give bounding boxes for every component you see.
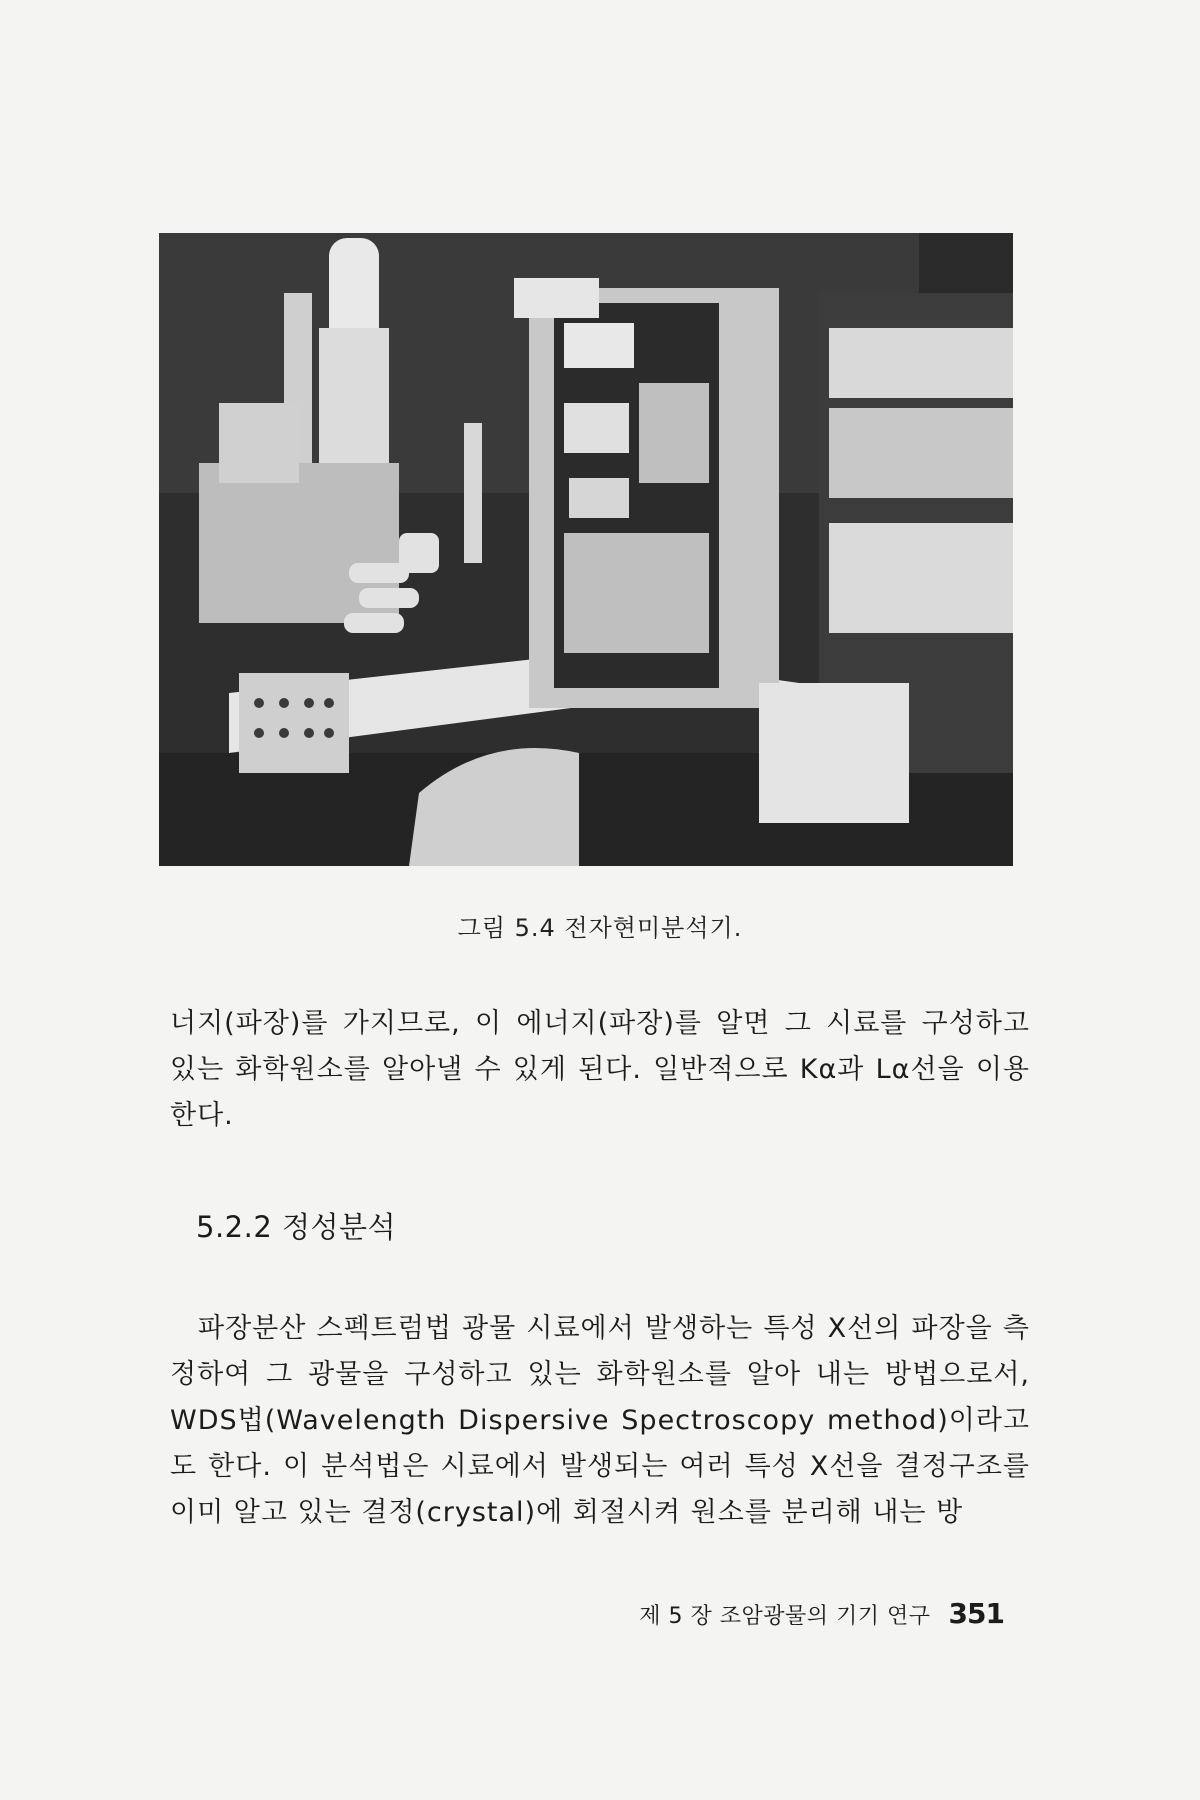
paragraph: 너지(파장)를 가지므로, 이 에너지(파장)를 알면 그 시료를 구성하고 있는 화학원소를 알아낼 수 있게 된다. 일반적으로 Kα과 Lα선을 이용한다. xyxy=(170,1008,1030,1131)
paragraph: 파장분산 스펙트럼법 광물 시료에서 발생하는 특성 X선의 파장을 측정하여 그 광물을 구성하고 있는 화학원소를 알아 내는 방법으로서, WDS법(Wavelength Dispersive Spectroscopy method)이라고도 한다. 이 분석법은 시료에서 발생되는 여러 특성 X선을 결정구조를 이미 알고 있는 결정(crystal)에 회절시켜 원소를 분리해 내는 방 xyxy=(170,1313,1030,1528)
running-footer-chapter: 제 5 장 조암광물의 기기 연구 xyxy=(639,1604,931,1629)
page-number: 351 xyxy=(948,1597,1004,1630)
figure-photo-electron-microprobe xyxy=(159,233,1013,866)
figure-caption: 그림 5.4 전자현미분석기. xyxy=(457,914,743,942)
page-footer xyxy=(639,1597,1004,1630)
photo-illustration xyxy=(159,233,1013,866)
section-heading: 5.2.2 정성분석 xyxy=(196,1210,397,1244)
